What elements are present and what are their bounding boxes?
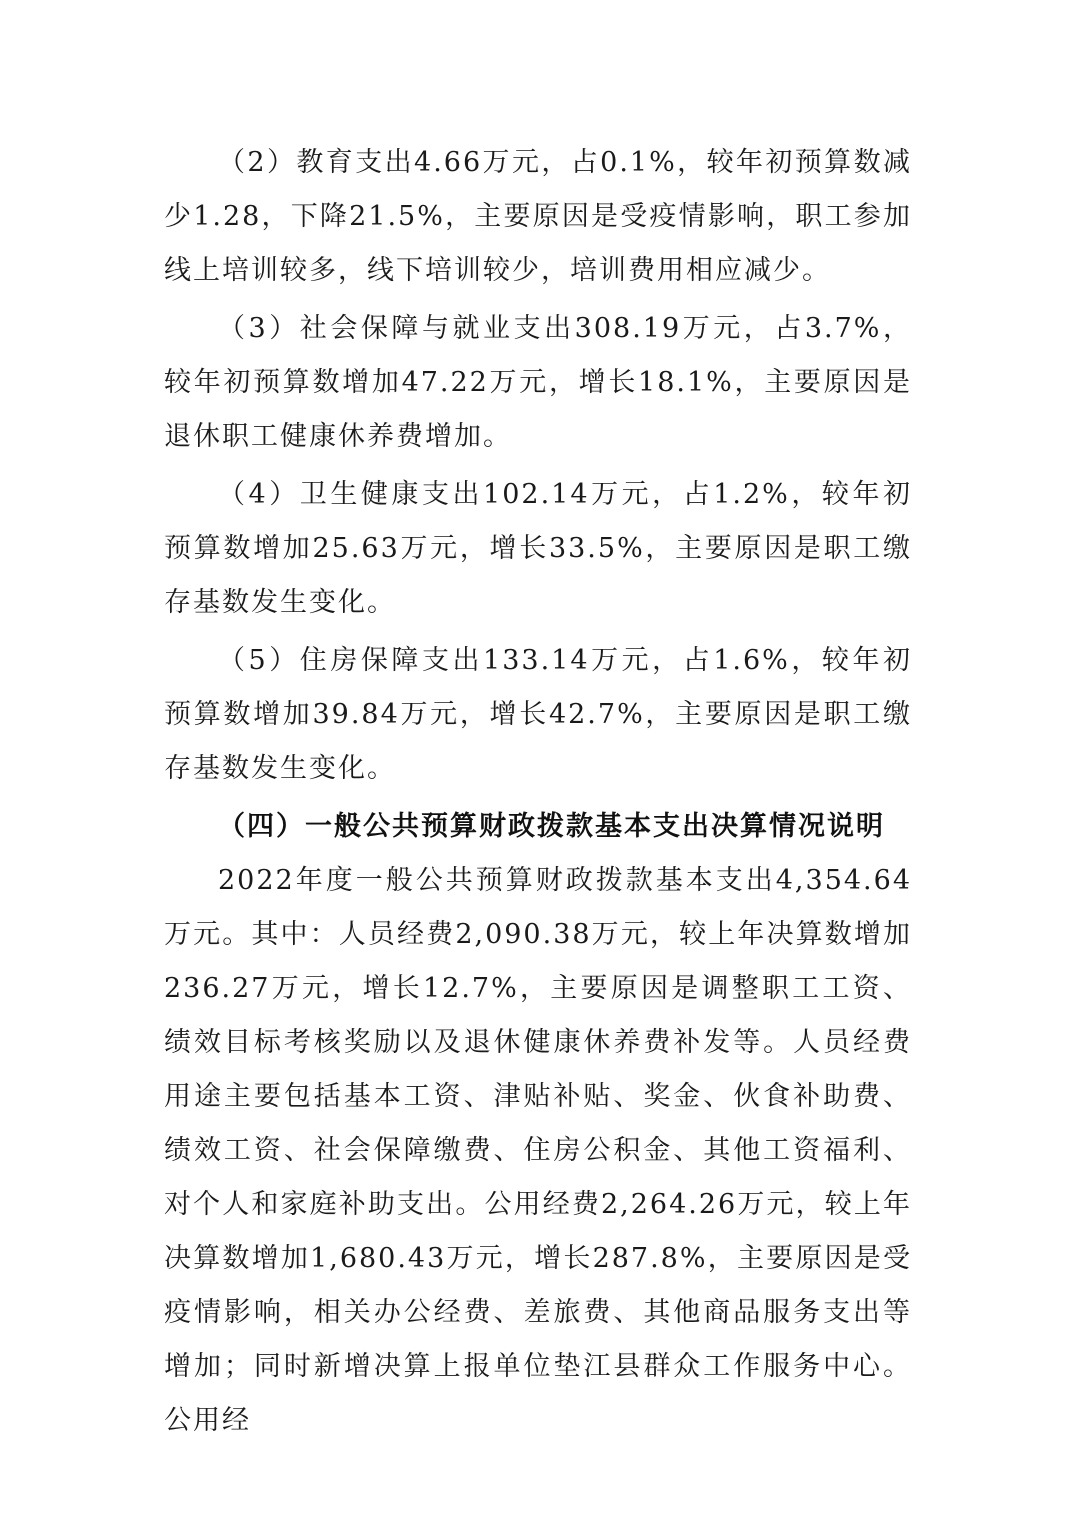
paragraph-education-expenditure: （2）教育支出4.66万元，占0.1%，较年初预算数减少1.28，下降21.5%，主要原因是受疫情影响，职工参加线上培训较多，线下培训较少，培训费用相应减少。 xyxy=(164,147,912,286)
document-body xyxy=(164,136,912,1448)
paragraph-basic-expenditure: 2022年度一般公共预算财政拨款基本支出4,354.64万元。其中：人员经费2,090.38万元，较上年决算数增加236.27万元，增长12.7%，主要原因是调整职工工资、绩效目标考核奖励以及退休健康休养费补发等。人员经费用途主要包括基本工资、津贴补贴、奖金、伙食补助费、绩效工资、社会保障缴费、住房公积金、其他工资福利、对个人和家庭补助支出。公用经费2,264.26万元，较上年决算数增加1,680.43万元，增长287.8%，主要原因是受疫情影响，相关办公经费、差旅费、其他商品服务支出等增加；同时新增决算上报单位垫江县群众工作服务中心。公用经 xyxy=(164,865,912,1436)
paragraph-health-expenditure: （4）卫生健康支出102.14万元，占1.2%，较年初预算数增加25.63万元，增长33.5%，主要原因是职工缴存基数发生变化。 xyxy=(164,479,912,618)
paragraph-housing-expenditure: （5）住房保障支出133.14万元，占1.6%，较年初预算数增加39.84万元，增长42.7%，主要原因是职工缴存基数发生变化。 xyxy=(164,645,912,784)
paragraph-social-security-expenditure: （3）社会保障与就业支出308.19万元，占3.7%，较年初预算数增加47.22万元，增长18.1%，主要原因是退休职工健康休养费增加。 xyxy=(164,313,912,452)
section-heading: （四）一般公共预算财政拨款基本支出决算情况说明 xyxy=(218,811,885,842)
